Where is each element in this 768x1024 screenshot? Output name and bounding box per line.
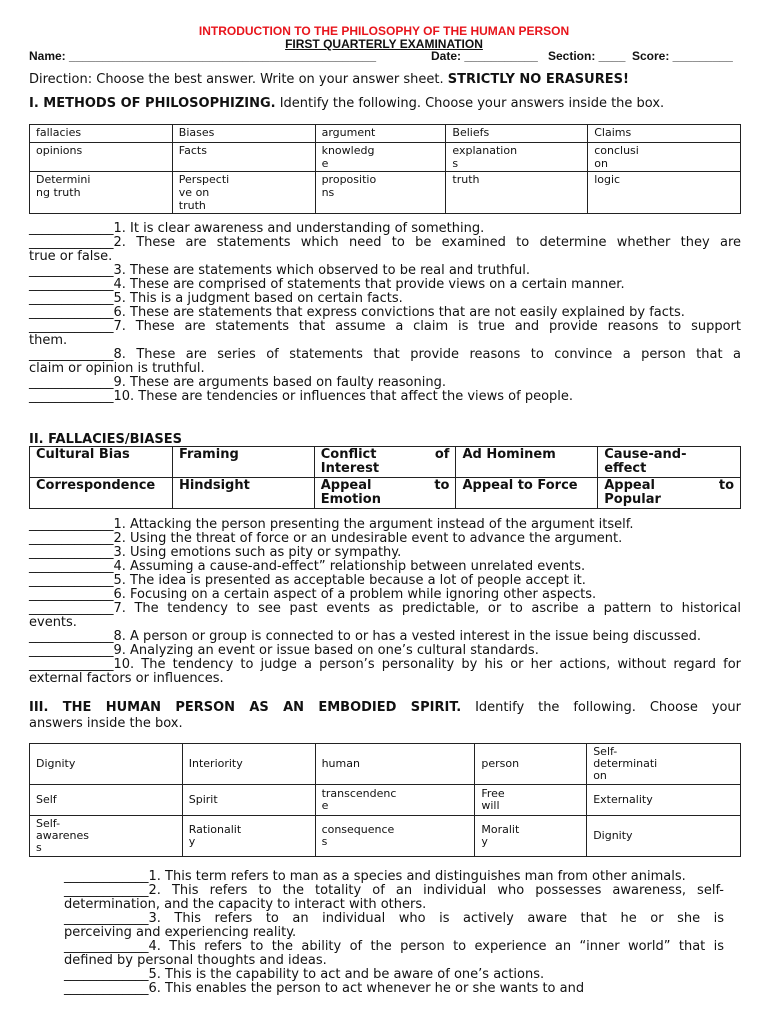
question-line: _____________2. Using the threat of force or an undesirable event to advance the argument. <box>29 531 623 546</box>
question-line: _____________1. Attacking the person presenting the argument instead of the argument itself. <box>29 517 634 532</box>
question-line: true or false. <box>29 249 113 264</box>
question-line: _____________1. It is clear awareness and understanding of something. <box>29 221 485 236</box>
question-line: them. <box>29 333 68 348</box>
box-row <box>30 172 741 214</box>
exam-subtitle: FIRST QUARTERLY EXAMINATION <box>285 37 483 51</box>
box-row <box>30 143 741 172</box>
box-cell: truth <box>446 172 588 214</box>
direction-emphasis: STRICTLY NO ERASURES! <box>447 72 629 87</box>
box-cell: Facts <box>172 143 315 172</box>
box-cell: Moralit y <box>475 816 587 857</box>
box-cell: consequence s <box>315 816 475 857</box>
box-row <box>30 744 741 785</box>
box-cell: human <box>315 744 475 785</box>
name-field: Name: ______________________________________________ <box>29 49 377 63</box>
box-cell: Interiority <box>182 744 315 785</box>
question-line: _____________1. This term refers to man as a species and distinguishes man from other animals. <box>64 869 686 884</box>
box-cell: Cultural Bias <box>30 447 173 478</box>
question-line: _____________6. This enables the person to act whenever he or she wants to and <box>64 981 585 996</box>
box-cell: Rationalit y <box>182 816 315 857</box>
question-line: _____________8. These are series of statements that provide reasons to convince a person that a <box>29 347 741 362</box>
question-line: _____________4. Assuming a cause-and-effect” relationship between unrelated events. <box>29 559 586 574</box>
question-line: _____________10. These are tendencies or influences that affect the views of people. <box>29 389 574 404</box>
part1-heading: I. METHODS OF PHILOSOPHIZING. <box>29 96 276 111</box>
box-cell: Cause-and- effect <box>598 447 741 478</box>
box-cell: conclusi on <box>588 143 741 172</box>
question-line: _____________5. This is a judgment based on certain facts. <box>29 291 403 306</box>
box-cell: Correspondence <box>30 478 173 509</box>
box-row <box>30 785 741 816</box>
part1-instruction: Identify the following. Choose your answers inside the box. <box>275 96 665 111</box>
part2-heading-text: II. FALLACIES/BIASES <box>29 432 182 447</box>
question-line: _____________3. These are statements which observed to be real and truthful. <box>29 263 531 278</box>
question-line: _____________7. The tendency to see past events as predictable, or to ascribe a pattern to historical <box>29 601 741 616</box>
question-line: _____________6. Focusing on a certain aspect of a problem while ignoring other aspects. <box>29 587 597 602</box>
box-cell: fallacies <box>30 125 173 143</box>
question-line: _____________3. This refers to an individual who is actively aware that he or she is <box>64 911 724 926</box>
box-row <box>30 478 741 509</box>
question-line: defined by personal thoughts and ideas. <box>64 953 327 968</box>
question-line: _____________9. Analyzing an event or issue based on one’s cultural standards. <box>29 643 539 658</box>
part3-instruction: Identify the following. Choose your <box>461 700 741 715</box>
box-cell: knowledg e <box>315 143 446 172</box>
part3-heading: III. THE HUMAN PERSON AS AN EMBODIED SPIRIT. <box>29 700 462 715</box>
part2-choices-box <box>29 446 741 509</box>
question-line: _____________9. These are arguments based on faulty reasoning. <box>29 375 446 390</box>
box-cell: Determini ng truth <box>30 172 173 214</box>
box-cell: Free will <box>475 785 587 816</box>
question-line: _____________10. The tendency to judge a person’s personality by his or her actions, without regard for <box>29 657 741 672</box>
student-info-line <box>29 49 749 65</box>
question-line: _____________4. These are comprised of statements that provide views on a certain manner. <box>29 277 625 292</box>
box-cell: Self- awarenes s <box>30 816 183 857</box>
box-cell: explanation s <box>446 143 588 172</box>
question-line: _____________3. Using emotions such as pity or sympathy. <box>29 545 402 560</box>
box-cell: argument <box>315 125 446 143</box>
direction-body: Direction: Choose the best answer. Write on your answer sheet. <box>29 72 448 87</box>
box-cell: Dignity <box>30 744 183 785</box>
box-cell: Claims <box>588 125 741 143</box>
box-cell: Spirit <box>182 785 315 816</box>
box-cell: Biases <box>172 125 315 143</box>
part2-heading <box>29 432 741 447</box>
box-cell: Conflict of Interest <box>314 447 456 478</box>
date-field: Date: ___________ <box>431 49 538 63</box>
section-field: Section: ____ <box>548 49 626 63</box>
box-cell: person <box>475 744 587 785</box>
box-cell: Self- determinati on <box>587 744 741 785</box>
question-line: events. <box>29 615 77 630</box>
box-cell: transcendenc e <box>315 785 475 816</box>
question-line: _____________8. A person or group is connected to or has a vested interest in the issue being discussed. <box>29 629 701 644</box>
box-cell: Perspecti ve on truth <box>172 172 315 214</box>
box-cell: Dignity <box>587 816 741 857</box>
question-line: _____________5. The idea is presented as acceptable because a lot of people accept it. <box>29 573 586 588</box>
box-cell: logic <box>588 172 741 214</box>
part3-header <box>29 700 741 715</box>
box-cell: Appeal to Popular <box>598 478 741 509</box>
question-line: external factors or influences. <box>29 671 224 686</box>
direction-text <box>29 72 741 87</box>
question-line: determination, and the capacity to interact with others. <box>64 897 427 912</box>
box-cell: Hindsight <box>172 478 314 509</box>
question-line: _____________6. These are statements that express convictions that are not easily explained by facts. <box>29 305 685 320</box>
box-cell: Externality <box>587 785 741 816</box>
box-cell: Self <box>30 785 183 816</box>
question-line: perceiving and experiencing reality. <box>64 925 297 940</box>
box-cell: Framing <box>172 447 314 478</box>
part1-choices-box <box>29 124 741 214</box>
exam-title: INTRODUCTION TO THE PHILOSOPHY OF THE HUMAN PERSON <box>198 24 570 38</box>
question-line: claim or opinion is truthful. <box>29 361 205 376</box>
box-row <box>30 447 741 478</box>
box-cell: Appeal to Force <box>456 478 598 509</box>
box-cell: propositio ns <box>315 172 446 214</box>
question-line: _____________7. These are statements that assume a claim is true and provide reasons to support <box>29 319 741 334</box>
box-cell: Beliefs <box>446 125 588 143</box>
box-cell: Ad Hominem <box>456 447 598 478</box>
box-cell: Appeal to Emotion <box>314 478 456 509</box>
part1-header <box>29 96 741 111</box>
part3-instruction-cont: answers inside the box. <box>29 716 183 731</box>
part3-choices-box <box>29 743 741 857</box>
score-field: Score: _________ <box>632 49 733 63</box>
box-cell: opinions <box>30 143 173 172</box>
box-row <box>30 816 741 857</box>
question-line: _____________4. This refers to the ability of the person to experience an “inner world” that is <box>64 939 724 954</box>
question-line: _____________2. This refers to the totality of an individual who possesses awareness, self- <box>64 883 724 898</box>
question-line: _____________5. This is the capability to act and be aware of one’s actions. <box>64 967 545 982</box>
box-row <box>30 125 741 143</box>
question-line: _____________2. These are statements which need to be examined to determine whether they are <box>29 235 741 250</box>
